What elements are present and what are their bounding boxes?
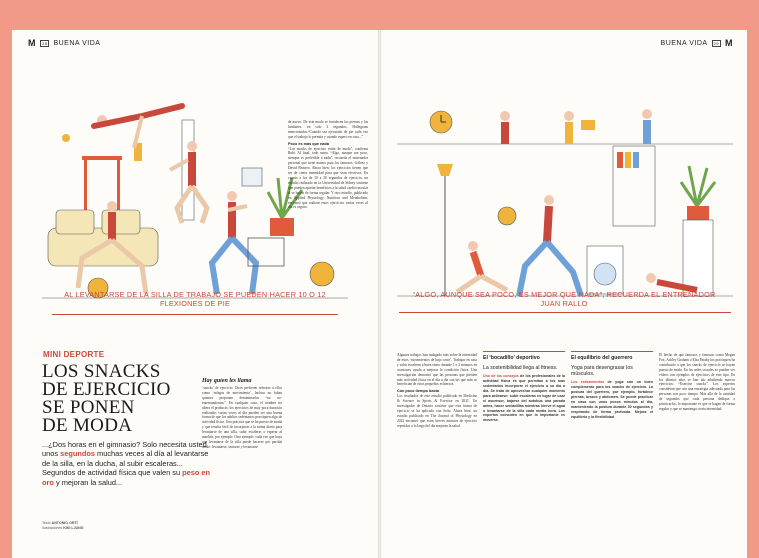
column-text: “Los snacks de ejercicio están de moda”, confirma Rubi. Al final, todo suma. “Algo, aunque sea poco, siempre es preferible a nada”, recuerda el entrenador personal que tiene manos para los famosos. Gálvez y David Brasero. Ahora bien, los ejercicios tienen que ser de cierta intensidad para que sean efectivos. En cuanto a los de 10 a 30 segundos de ejercicio, un estudio realizado en la Universidad de Sídney sostiene que pueden aportar beneficios a la salud cardiovascular si se hacen de forma regular. Y otro estudio, publicado en Applied Physiology, Nutrition and Metabolism, encontró que realizar estos ejercicios varias veces al día es seguro.	[288, 146, 368, 210]
column-text: Algunos trabajos han indagado más sobre la intensidad de estos ‘movimientos de bajo coste’. Trabajar en casa y subir escaleras a buen ritmo durante 1 o 2 minutos en ocasiones ayuda a mejorar la condición física. Una investigación demostró que las personas que pierden más actividad física en el día a día son las que más se benefician de estos pequeños esfuerzos.	[397, 353, 477, 387]
column-lead-in: Hay quien les llama	[202, 378, 252, 384]
sidebar-box-guerrero	[571, 351, 653, 558]
woman-lunge-icon	[519, 195, 581, 296]
lede-text: muchas veces al día al levantarse de la silla, en la ducha, al subir escaleras... Segundos de actividad física que valen su	[42, 449, 209, 478]
magazine-logo: M	[725, 38, 733, 48]
box-lead: Los estiramientos	[571, 380, 605, 385]
plant-icon	[681, 166, 715, 296]
box-lead: Uno de los consejos	[483, 374, 519, 379]
woman-chair-squat-icon	[212, 191, 256, 294]
woman-stretching-icon	[457, 241, 507, 292]
box-text: de los profesionales de la actividad física es que permitan a los más sedentarios incorporar el ejercicio a su día a día. Se trata de aprovechar cualquier momento para activarse: subir escaleras en lugar de usar el ascensor, bajarse del autobús una parada antes, hacer sentadillas mientras hierve el agua o levantarse de la silla cada media hora. Los expertos coinciden en que lo importante es moverse.	[483, 374, 565, 423]
body-column-3	[397, 353, 477, 558]
article-title	[42, 363, 222, 435]
page-number: 29	[713, 40, 719, 46]
lede-text: ...¿Dos horas en el gimnasio? Solo necesita usted unos	[42, 440, 207, 459]
section-kicker: MINI DEPORTE	[43, 350, 105, 359]
box-body	[571, 380, 653, 419]
box-heading: El ‘bocadillo’ deportivo	[483, 355, 540, 361]
column-text: El hecho de que famosos y famosas como Megan Fox, Ashley Graham o Elsa Pataky los practiquen ha contribuido a que los snacks de ejercicio se hayan puesto de moda. En las redes sociales se pueden ver vídeos con ejemplos de ejercicios de este tipo. En los últimos años se han ido añadiendo nuevos ejercicios: “Exercise snacks”. Los expertos consideran que son una estrategia adecuada para las personas con poco tiempo. Más allá de la cantidad de segundos que cada persona dedique a practicarlos, lo importante es que se hagan de forma regular y que se mantenga cierta intensidad.	[659, 353, 735, 411]
magazine-logo: M	[28, 38, 36, 48]
wall-clock-icon	[498, 207, 516, 225]
illustrator-name: KIKI LJUNG	[63, 526, 84, 530]
illustration-caption: “ALGO, AUNQUE SEA POCO, ES MEJOR QUE NADA”, RECUERDA EL ENTRENADOR JUAN RALLO	[412, 290, 716, 308]
woman-push-up-icon	[94, 106, 182, 148]
body-column-2	[288, 120, 368, 558]
body-column-1	[202, 378, 282, 558]
lede-highlight: peso en oro	[42, 468, 211, 487]
sidebar-box-bocadillo	[483, 351, 565, 558]
section-name: BUENA VIDA	[53, 39, 101, 47]
column-text: Los resultados de este estudio publicado en Medicine & Science in Sports & Exercise en 2021. Un investigador de Ontario sostiene que esta forma de ejercicio se ha aplicado con éxito. Ahora bien, un estudio publicado en The Journal of Physiology en 2022 encontró que estos breves minutos de ejercicio repetidos a lo largo del día mejoran la salud.	[397, 394, 477, 428]
bookshelf-icon	[613, 146, 655, 226]
section-name: BUENA VIDA	[660, 39, 708, 47]
woman-reading-icon	[642, 109, 652, 144]
title-line: DE MODA	[42, 415, 133, 436]
lede-highlight: segundos	[60, 449, 95, 459]
title-line: SE PONEN	[42, 397, 135, 418]
lede-text: y mejoran la salud...	[53, 477, 123, 487]
illustration-caption: AL LEVANTARSE DE LA SILLA DE TRABAJO SE PUEDEN HACER 10 O 12 FLEXIONES DE PIE	[64, 290, 326, 308]
wall-clock-icon	[430, 111, 452, 133]
byline	[42, 521, 162, 531]
column-subhead: Con poco tiempo basta	[397, 389, 439, 394]
title-line: DE EJERCICIO	[42, 379, 171, 400]
title-line: LOS SNACKS	[42, 361, 161, 382]
box-subtitle: Yoga para desengrasar los músculos.	[571, 365, 633, 378]
right-header	[661, 38, 733, 48]
sofa-icon	[48, 210, 158, 266]
body-column-4	[659, 353, 735, 558]
woman-cooking-icon	[564, 111, 595, 144]
floor-lamp-icon	[437, 164, 453, 296]
page-number: 28	[42, 40, 48, 46]
box-heading: El equilibrio del guerrero	[571, 355, 633, 361]
caption-rule	[399, 312, 731, 313]
column-subhead: Poco es más que nada	[288, 141, 329, 146]
exercise-illustration-right	[397, 96, 733, 310]
article-lede	[42, 440, 216, 487]
left-header	[28, 38, 100, 48]
box-subtitle: La sostenibilidad llega al fitness.	[483, 365, 558, 371]
woman-carrying-icon	[500, 111, 510, 144]
box-body	[483, 374, 565, 423]
byline-label: Texto	[42, 521, 51, 525]
box-text: de yoga son un buen complemento para los snacks de ejercicio. La postura del guerrero, por ejemplo, fortalece piernas, brazos y abdomen. Se puede practicar en casa con unos pocos minutos al día, manteniendo la postura durante 30 segundos y respirando de forma profunda. Mejora el equilibrio y la flexibilidad.	[571, 380, 653, 419]
right-page	[381, 30, 747, 558]
column-text: ‘snacks’ de ejercicio. Otros prefieren referirse a ellos como ‘rafagas de movimiento’. Incluso no faltan quienes proponen denominarlos “no no-entrenamientos”. En cualquier caso, el nombre no altera el producto: los ejercicios de muy poca duración realizados varias veces al día pueden ser una buena forma de que los adultos sedentarios practiquen algo de actividad física. Una práctica que se ha puesto de moda y que resulta fácil de incorporar a la rutina diaria para levantarse de una silla, subir escaleras o esperar al autobús, por ejemplo. Otro ejemplo: cada vez que haya que levantarse de la silla puede hacerse por partida doble: levantarse, sentarse y levantarse	[202, 386, 282, 449]
left-page	[12, 30, 378, 558]
washing-machine-icon	[587, 246, 623, 294]
column-text: de nuevo. De este modo se fortalecen las piernas y las lumbares, en solo 3 segundos. Hallegrans mencionados:“Cuando sea ejecutado de pie cada vez que el trabajo lo permita y cuando espero en casa...”	[288, 120, 368, 139]
byline-label: Ilustraciones	[42, 526, 63, 530]
author-name: ANTONIO ORTÍ	[51, 521, 78, 525]
